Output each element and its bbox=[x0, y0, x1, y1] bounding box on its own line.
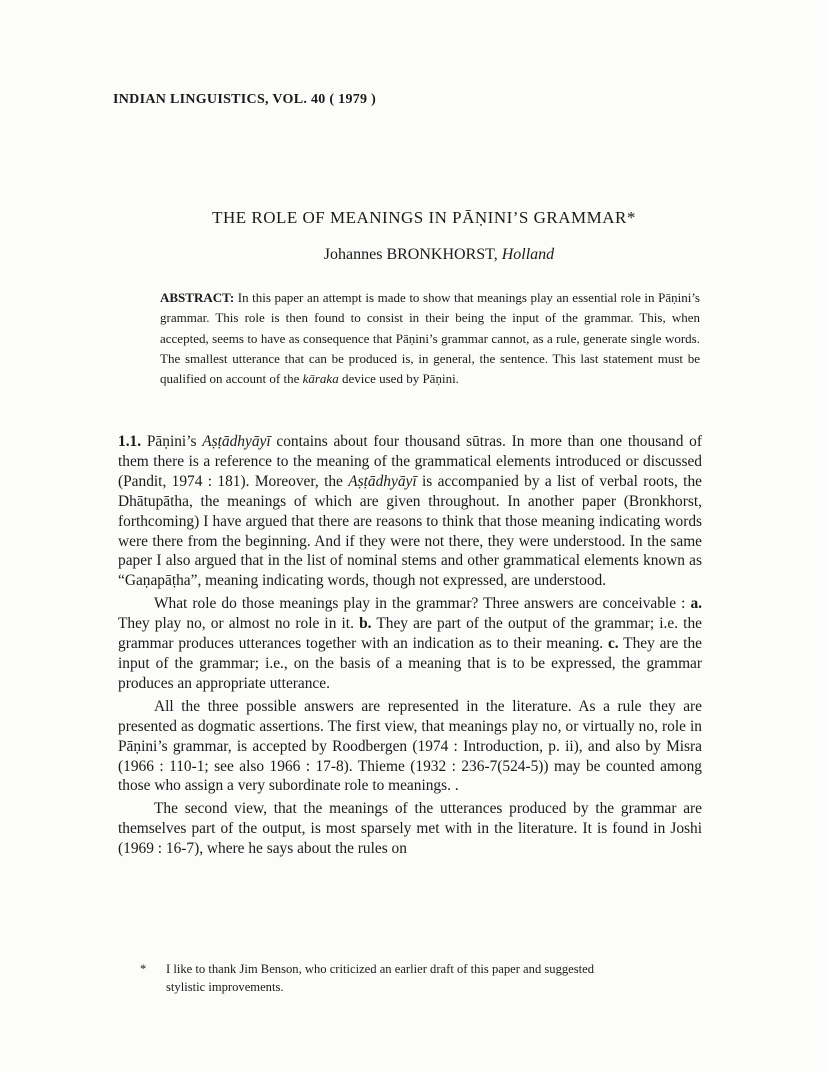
footnote-marker: * bbox=[140, 962, 147, 976]
list-marker: c. bbox=[607, 635, 619, 653]
footnote-text: I like to thank Jim Benson, who criticized an earlier draft of this paper and suggested bbox=[166, 962, 595, 976]
abstract bbox=[160, 288, 700, 389]
paragraph-1 bbox=[118, 432, 702, 591]
paragraph-text: contains about four thousand sūtras. In more than one thousand of them there is a reference to the meaning of the grammatical elements introduced or discussed (Pandit, 1974 : 181). Moreover, the bbox=[118, 433, 702, 490]
section-number: 1.1. bbox=[118, 433, 142, 450]
article-title: THE ROLE OF MEANINGS IN PĀṆINI’S GRAMMAR* bbox=[212, 208, 636, 227]
paragraph-text: is accompanied by a list of verbal roots, the Dhātupātha, the meanings of which are given throughout. In another paper (Bronkhorst, forthcoming) I have argued that there are reasons to think that those meaning indicating words were there from the beginning. And if they were not there, they were understood. In the same paper I also argued that in the list of nominal stems and other grammatical elements known as “Gaṇapāṭha”, meaning indicating words, though not expressed, are understood. bbox=[118, 472, 702, 590]
author-last-name: BRONKHORST, bbox=[386, 246, 498, 263]
footnote bbox=[140, 960, 710, 996]
paragraph-text: What role do those meanings play in the grammar? Three answers are conceivable : bbox=[154, 595, 686, 613]
abstract-text-end: device used by Pāṇini. bbox=[341, 371, 459, 387]
footnote-line-2: stylistic improvements. bbox=[166, 980, 284, 994]
italic-term: Aṣṭādhyāyī bbox=[202, 433, 271, 450]
author-line bbox=[0, 246, 828, 264]
paragraph-text: They are the input of the grammar; i.e., on the basis of a meaning that is to be expressed, the grammar produces an appropriate utterance. bbox=[118, 635, 702, 692]
journal-name: INDIAN LINGUISTICS, VOL. bbox=[113, 92, 308, 107]
list-marker: b. bbox=[359, 615, 372, 633]
author-first-name: Johannes bbox=[323, 246, 383, 263]
article-body bbox=[118, 432, 702, 859]
italic-term: Aṣṭādhyāyī bbox=[348, 472, 417, 490]
footnote-line-1 bbox=[140, 960, 710, 978]
paragraph-4: The second view, that the meanings of the utterances produced by the grammar are themselves part of the output, is most sparsely met with in the literature. It is found in Joshi (1969 : 16-7), where he says about the rules on bbox=[118, 800, 702, 858]
paragraph-3: All the three possible answers are represented in the literature. As a rule they are presented as dogmatic assertions. The first view, that meanings play no, or virtually no, role in Pāṇini’s grammar, is accepted by Roodbergen (1974 : Introduction, p. ii), and also by Misra (1966 : 110-1; see also 1966 : 17-8). Thieme (1932 : 236-7(524-5)) may be counted among those who assign a very subordinate role to meanings. . bbox=[118, 697, 702, 795]
list-marker: a. bbox=[690, 595, 702, 613]
volume-number: 40 bbox=[310, 92, 326, 107]
abstract-label: ABSTRACT: bbox=[160, 290, 235, 305]
paragraph-text: They are part of the output of the grammar; i.e. the grammar produces utterances together with an indication as to their meaning. bbox=[118, 615, 702, 653]
abstract-text: In this paper an attempt is made to show that meanings play an essential role in Pāṇini’s grammar. This role is then found to consist in their being the input of the grammar. This, when accepted, seems to have as consequence that Pāṇini’s grammar cannot, as a rule, generate single words. The smallest utterance that can be produced is, in general, the sentence. This last statement must be qualified on account of the bbox=[160, 290, 700, 387]
publication-year: ( 1979 ) bbox=[329, 92, 377, 107]
paragraph-text: Pāṇini’s bbox=[146, 433, 197, 450]
paragraph-2 bbox=[118, 594, 702, 694]
abstract-term: kāraka bbox=[302, 371, 339, 387]
running-header bbox=[113, 92, 376, 108]
paragraph-text: They play no, or almost no role in it. bbox=[118, 615, 354, 633]
author-country: Holland bbox=[501, 246, 555, 263]
